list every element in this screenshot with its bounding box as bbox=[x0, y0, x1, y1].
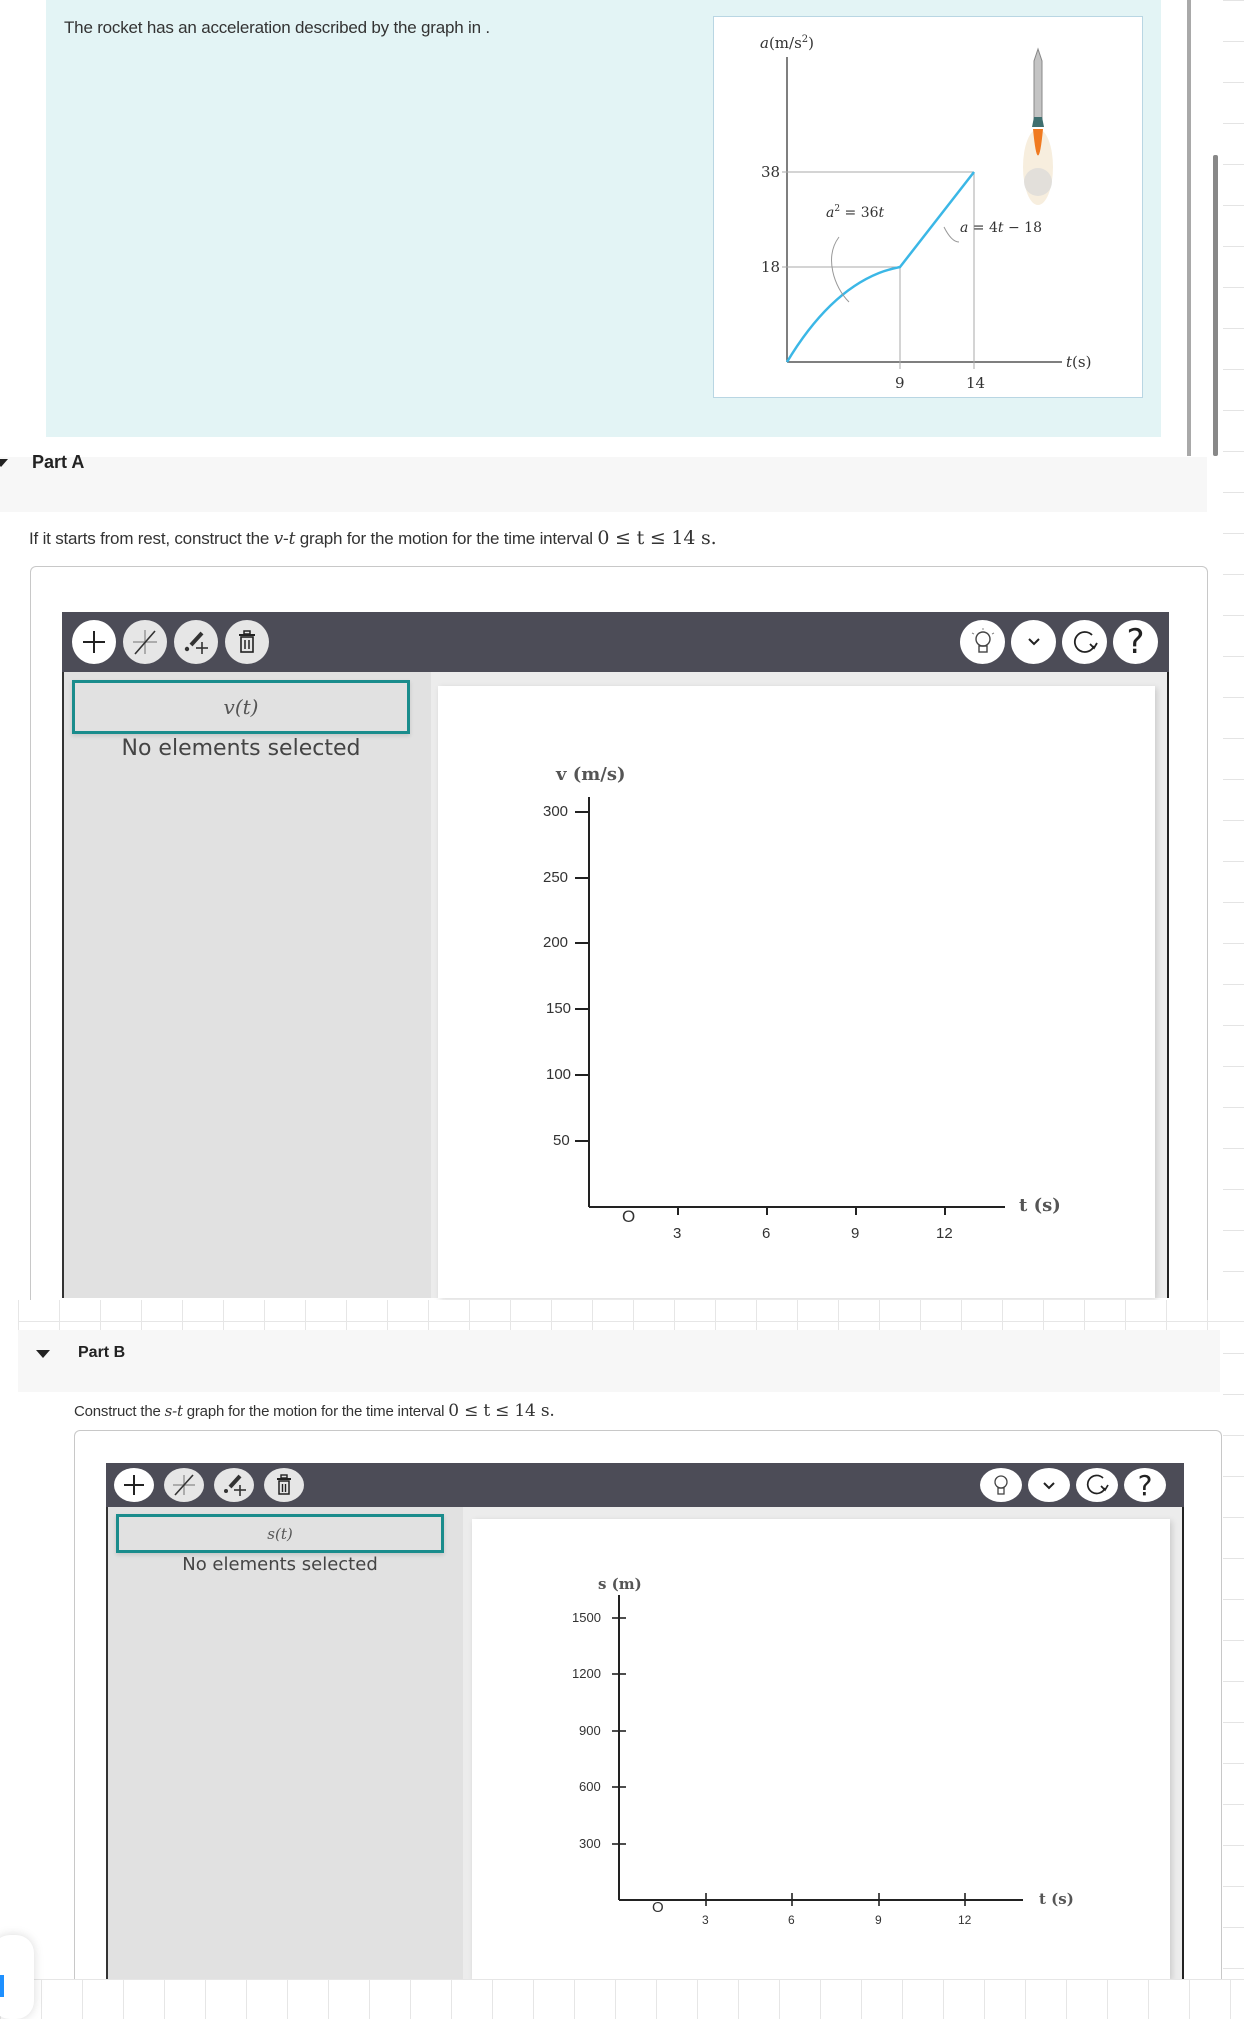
y-tick: 250 bbox=[543, 869, 569, 886]
svg-text:a(m/s2): $a(m/s^2)$ bbox=[760, 34, 815, 52]
background-grid bbox=[0, 1979, 1244, 2019]
background-grid-right bbox=[1223, 0, 1244, 2019]
part-a-header[interactable] bbox=[0, 457, 1207, 512]
y-tick: 200 bbox=[543, 934, 569, 951]
scroll-divider bbox=[1187, 0, 1191, 456]
t-axis-title: t (s) bbox=[1039, 1890, 1074, 1908]
floating-side-widget[interactable] bbox=[0, 1935, 34, 2019]
svg-text:38: 38 bbox=[761, 163, 781, 181]
x-tick: 3 bbox=[702, 1913, 709, 1927]
x-tick: 6 bbox=[762, 1225, 771, 1242]
part-b-question: Construct the s-t graph for the motion for the time interval 0 ≤ t ≤ 14 s. bbox=[74, 1401, 555, 1421]
svg-text:18: 18 bbox=[761, 258, 781, 276]
dropdown-chevron-icon[interactable] bbox=[1028, 1468, 1070, 1502]
y-tick: 150 bbox=[546, 1000, 572, 1017]
y-tick: 300 bbox=[579, 1836, 601, 1851]
background-grid-left bbox=[0, 1000, 20, 2019]
widget-indicator bbox=[0, 1975, 4, 1997]
part-b-title: Part B bbox=[78, 1344, 126, 1361]
part-b-element-panel bbox=[106, 1507, 463, 1979]
hint-icon[interactable] bbox=[980, 1468, 1022, 1502]
y-tick: 1200 bbox=[572, 1666, 601, 1681]
t-axis-title: t (s) bbox=[1019, 1195, 1061, 1216]
reset-icon[interactable] bbox=[1062, 620, 1107, 664]
collapse-caret-icon[interactable] bbox=[36, 1350, 50, 1358]
svg-text:a = 4t − 18: a = 4t − 18 bbox=[960, 220, 1042, 236]
s-axis-title: s (m) bbox=[598, 1575, 642, 1593]
part-a-element-panel bbox=[62, 672, 431, 1298]
part-a-axes bbox=[560, 795, 1020, 1215]
line-tool-icon[interactable] bbox=[164, 1468, 204, 1502]
reset-icon[interactable] bbox=[1076, 1468, 1118, 1502]
v-axis-title: v (m/s) bbox=[556, 764, 626, 785]
acceleration-figure bbox=[713, 16, 1143, 398]
function-v-t-button[interactable]: v(t) bbox=[72, 680, 410, 734]
part-a-question: If it starts from rest, construct the v-t graph for the motion for the time interval 0 ≤ t ≤ 14 s. bbox=[29, 527, 717, 549]
part-a-title: Part A bbox=[32, 452, 85, 472]
help-icon[interactable]: ? bbox=[1124, 1468, 1166, 1502]
add-point-icon[interactable] bbox=[174, 620, 218, 664]
delete-icon[interactable] bbox=[225, 620, 269, 664]
origin-label: O bbox=[652, 1899, 664, 1916]
collapse-caret-icon[interactable] bbox=[0, 459, 8, 467]
part-b-header[interactable] bbox=[18, 1330, 1220, 1392]
svg-text:t(s): t(s) bbox=[1066, 353, 1092, 371]
y-tick: 100 bbox=[546, 1066, 572, 1083]
x-tick: 9 bbox=[875, 1913, 882, 1927]
add-icon[interactable] bbox=[72, 620, 116, 664]
hint-icon[interactable] bbox=[960, 620, 1005, 664]
function-s-t-button[interactable]: s(t) bbox=[116, 1514, 444, 1553]
y-tick: 50 bbox=[553, 1132, 570, 1149]
part-b-axes bbox=[600, 1595, 1040, 1915]
x-tick: 12 bbox=[958, 1913, 972, 1927]
no-selection-label: No elements selected bbox=[121, 736, 361, 761]
line-tool-icon[interactable] bbox=[123, 620, 167, 664]
x-tick: 9 bbox=[851, 1225, 860, 1242]
intro-text: The rocket has an acceleration described by the graph in . bbox=[64, 18, 490, 37]
rocket-icon bbox=[1023, 49, 1053, 205]
background-grid bbox=[18, 1300, 1244, 1330]
x-tick: 12 bbox=[936, 1225, 953, 1242]
y-tick: 900 bbox=[579, 1723, 601, 1738]
svg-text:a2 = 36t: $a^2 = 36t$ bbox=[826, 204, 885, 221]
y-tick: 300 bbox=[543, 803, 569, 820]
delete-icon[interactable] bbox=[264, 1468, 304, 1502]
part-b-toolbar bbox=[106, 1463, 1184, 1507]
svg-text:14: 14 bbox=[966, 374, 986, 392]
no-selection-label: No elements selected bbox=[182, 1554, 378, 1575]
y-tick: 600 bbox=[579, 1779, 601, 1794]
dropdown-chevron-icon[interactable] bbox=[1011, 620, 1056, 664]
origin-label: O bbox=[622, 1207, 636, 1226]
x-tick: 3 bbox=[673, 1225, 682, 1242]
help-icon[interactable]: ? bbox=[1113, 620, 1158, 664]
svg-text:9: 9 bbox=[895, 374, 905, 392]
add-point-icon[interactable] bbox=[214, 1468, 254, 1502]
x-tick: 6 bbox=[788, 1913, 795, 1927]
part-a-toolbar bbox=[62, 612, 1169, 672]
y-tick: 1500 bbox=[572, 1610, 601, 1625]
scrollbar[interactable] bbox=[1213, 155, 1218, 456]
add-icon[interactable] bbox=[114, 1468, 154, 1502]
